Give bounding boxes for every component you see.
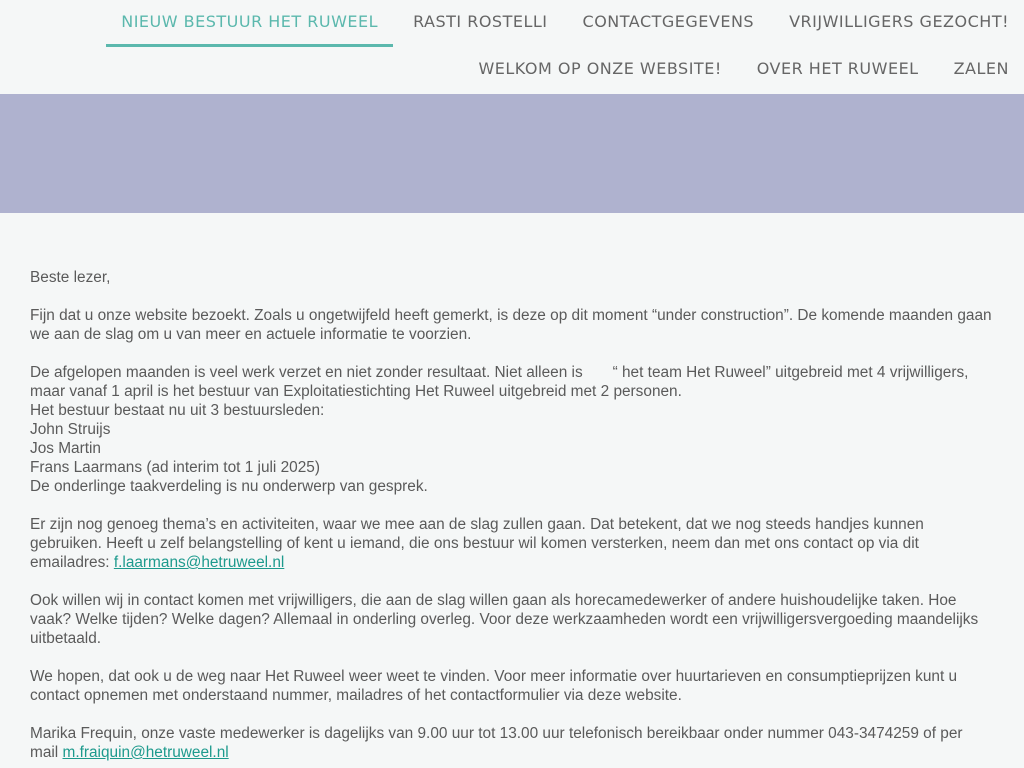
paragraph-volunteers-board xyxy=(30,515,994,572)
email-link-fraiquin[interactable]: m.fraiquin@hetruweel.nl xyxy=(62,744,229,761)
nav-item-vrijwilligers-gezocht[interactable]: VRIJWILLIGERS GEZOCHT! xyxy=(789,12,1009,31)
paragraph-board xyxy=(30,363,994,496)
nav-row-secondary xyxy=(458,47,1024,94)
nav-item-welkom[interactable]: WELKOM OP ONZE WEBSITE! xyxy=(478,59,722,78)
header-banner xyxy=(0,94,1024,213)
nav-item-rasti-rostelli[interactable]: RASTI ROSTELLI xyxy=(413,12,548,31)
nav-item-zalen[interactable]: ZALEN xyxy=(953,59,1009,78)
nav-item-contactgegevens[interactable]: CONTACTGEGEVENS xyxy=(582,12,755,31)
board-member-3: Frans Laarmans (ad interim tot 1 juli 2025) xyxy=(30,459,320,476)
main-content xyxy=(0,213,1024,762)
board-composition-text: Het bestuur bestaat nu uit 3 bestuursleden: xyxy=(30,402,325,419)
board-member-1: John Struijs xyxy=(30,421,111,438)
greeting: Beste lezer, xyxy=(30,269,111,286)
board-intro-text: De afgelopen maanden is veel werk verzet en niet zonder resultaat. Niet alleen is “ het team Het Ruweel” uitgebreid met 4 vrijwilligers, maar vanaf 1 april is het bestuur van Exploitatiestichting Het Ruweel uitgebreid met 2 personen. xyxy=(30,364,969,400)
paragraph-staff xyxy=(30,724,994,762)
volunteers-board-text: Er zijn nog genoeg thema’s en activiteiten, waar we mee aan de slag zullen gaan. Dat betekent, dat we nog steeds handjes kunnen gebruiken. Heeft u zelf belangstelling of kent u iemand, die ons bestuur wil komen versterken, neem dan met ons contact op via dit emailadres: xyxy=(30,516,924,571)
paragraph-intro: Fijn dat u onze website bezoekt. Zoals u ongetwijfeld heeft gemerkt, is deze op dit moment “under construction”. De komende maanden gaan we aan de slag om u van meer en actuele informatie te voorzien. xyxy=(30,307,992,343)
nav-item-over-het-ruweel[interactable]: OVER HET RUWEEL xyxy=(756,59,919,78)
paragraph-horeca: Ook willen wij in contact komen met vrijwilligers, die aan de slag willen gaan als horecamedewerker of andere huishoudelijke taken. Hoe vaak? Welke tijden? Welke dagen? Allemaal in onderling overleg. Voor deze werkzaamheden wordt een vrijwilligersvergoeding maandelijks uitbetaald. xyxy=(30,592,979,647)
nav-row-primary xyxy=(101,0,1024,47)
paragraph-contact: We hopen, dat ook u de weg naar Het Ruweel weer weet te vinden. Voor meer informatie over huurtarieven en consumptieprijzen kunt u contact opnemen met onderstaand nummer, mailadres of het contactformulier via deze website. xyxy=(30,668,958,704)
nav-item-nieuw-bestuur[interactable]: NIEUW BESTUUR HET RUWEEL xyxy=(106,0,393,47)
staff-text: Marika Frequin, onze vaste medewerker is dagelijks van 9.00 uur tot 13.00 uur telefonisch bereikbaar onder nummer 043-3474259 of per mail xyxy=(30,725,963,761)
email-link-laarmans[interactable]: f.laarmans@hetruweel.nl xyxy=(113,554,285,571)
board-member-2: Jos Martin xyxy=(30,440,101,457)
board-task-text: De onderlinge taakverdeling is nu onderwerp van gesprek. xyxy=(30,478,428,495)
top-navigation xyxy=(0,0,1024,94)
